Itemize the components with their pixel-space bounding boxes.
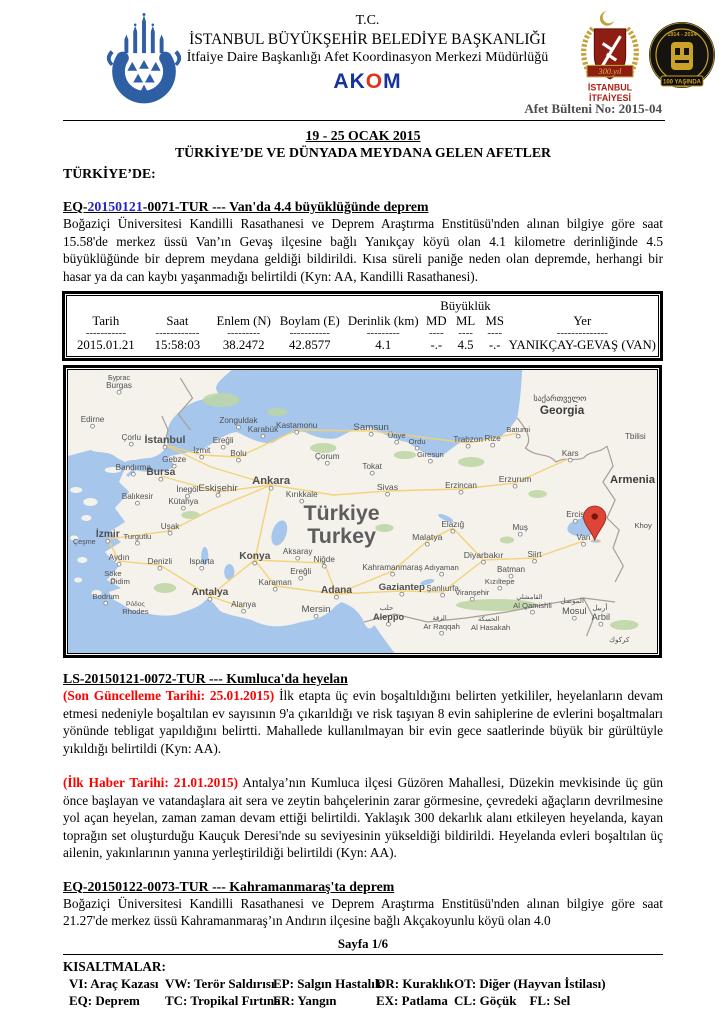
table-dash-cell: --------- [366, 327, 400, 339]
map-label: Malatya [412, 532, 443, 542]
footer-divider [63, 954, 663, 955]
map-city-dot [518, 532, 522, 536]
map-label: İzmit [193, 446, 211, 455]
istanbul-itfaiyesi-logo [575, 8, 645, 104]
table-group-header [69, 299, 422, 314]
map-label: Uşak [160, 522, 180, 531]
abbreviations-row [63, 992, 663, 1009]
map-city-dot [261, 434, 265, 438]
table-cell: 42.8577 [288, 338, 331, 352]
map-city-dot [513, 484, 517, 488]
map-label: Kütahya [168, 497, 199, 506]
map-label: Söke [104, 569, 122, 578]
map-city-dot [428, 459, 432, 463]
section-body: Boğaziçi Üniversitesi Kandilli Rasathanesi ve Deprem Araştırma Enstitüsü'nden alınan bilgiye göre saat 15.58'de merkez üssü Van’ın Gevaş ilçesine bağlı Yanıkçay köyü olan 4.1 kilometre derinliğinde 4.5 büyüklüğünde bir deprem meydana geldiği bildirildi. Kısa süreli paniğe neden olan depremde, herhangi bir hasar ya da can kaybı yaşanmadığı belirtildi (Kyn: AA, Kandilli Rasathanesi). [63, 216, 663, 284]
header-department: İtfaiye Daire Başkanlığı Afet Koordinasyon Merkezi Müdürlüğü [186, 49, 549, 65]
map-label: Ankara [252, 475, 291, 487]
map-label: Çeşme [73, 539, 96, 546]
abbreviation-item: EQ: Deprem [69, 992, 140, 1008]
table-group-header: Büyüklük [440, 299, 491, 313]
map-city-dot [200, 455, 204, 459]
map-label: Gaziantep [378, 582, 425, 593]
turkey-earthquake-map [67, 369, 658, 654]
map-label: Adana [320, 585, 353, 596]
map-label: Erzincan [445, 481, 477, 490]
table-dash-cell: ----------- [289, 327, 330, 339]
table-dash-cell: ---- [458, 327, 473, 339]
table-dash-cell: --------- [227, 327, 261, 339]
map-city-dot [158, 566, 162, 570]
map-city-dot [129, 442, 133, 446]
map-label: حلب [379, 605, 394, 612]
map-city-dot [482, 560, 486, 564]
map-label: Tokat [362, 462, 382, 471]
map-label: საქართველო [533, 394, 587, 403]
abbreviation-item: CL: Göçük FL: Sel [454, 992, 571, 1008]
map-city-dot [200, 566, 204, 570]
table-cell: -.- [488, 338, 501, 352]
map-label: Rhodes [122, 607, 149, 616]
map-label: Kahramanmaraş [362, 563, 423, 572]
map-city-dot [299, 576, 303, 580]
table-column-header: Enlem (N) [216, 314, 271, 328]
section-body: Boğaziçi Üniversitesi Kandilli Rasathanesi ve Deprem Araştırma Enstitüsü'nden alınan bilgiye göre saat 21.27'de merkez üssü Kahramanmaraş’ın Andırın ilçesine bağlı Akçakoyunlu köyü olan 4.0 [63, 895, 663, 928]
map-city-dot [391, 572, 395, 576]
page-number: Sayfa 1/6 [337, 936, 389, 951]
akom-logo: AKOM [333, 70, 402, 94]
map-label: Alanya [231, 600, 257, 609]
map-label: Denizli [147, 557, 173, 566]
map-label: Kızıltepe [484, 577, 515, 586]
table-column-header: MD [425, 314, 447, 328]
map-label: Edirne [80, 415, 105, 424]
map-city-dot [296, 556, 300, 560]
map-label: الحسكة [477, 616, 500, 623]
map-city-dot [104, 601, 108, 605]
table-dash-cell: ------------ [155, 327, 200, 339]
table-column-header: Saat [166, 314, 189, 328]
map-city-dot [459, 490, 463, 494]
map-label: Ar Raqqah [423, 622, 460, 631]
report-date-range: 19 - 25 OCAK 2015 [305, 128, 421, 143]
map-city-dot [568, 458, 572, 462]
update-paragraph: (Son Güncelleme Tarihi: 25.01.2015) İlk etapta üç evin boşaltıldığını belirten yetkililer, heyelanların devam etmesi nedeniyle boşaltılan ev sayısının 9'a çıkarıldığı ve risk taşıyan 8 evin sahiplerine de evlerini boşaltmaları yönünde tebligat yapıldığını belirtti. Mahallede kullanılmayan bir evin gece saatlerinde büyük bir gürültüyle yıkıldığı belirtildi (Kyn: AA). [63, 688, 663, 756]
map-label: Al Qamishli [513, 601, 552, 610]
header-municipality: İSTANBUL BÜYÜKŞEHİR BELEDİYE BAŞKANLIĞI [189, 30, 546, 48]
100-yil-seal [645, 20, 719, 94]
map-label: Bursa [146, 467, 176, 478]
table-dash-cell: -------------- [556, 327, 608, 339]
map-city-dot [135, 501, 139, 505]
map-label: Çorum [315, 452, 340, 461]
table-column-header: Boylam (E) [279, 314, 340, 328]
map-label: Adıyaman [424, 563, 459, 572]
map-city-dot [181, 506, 185, 510]
map-label: Turgutlu [123, 532, 152, 541]
map-label: Tbilisi [624, 432, 646, 441]
map-label: Kars [561, 449, 579, 458]
map-city-dot [531, 610, 535, 614]
abbreviation-item: VW: Terör Saldırısı [165, 975, 275, 991]
map-label: Rize [484, 434, 501, 443]
map-city-dot [599, 622, 603, 626]
section-heading-eq-0071: EQ-20150121-0071-TUR --- Van'da 4.4 büyüklüğünde deprem [63, 199, 429, 214]
table-column-header: Tarih [92, 314, 120, 328]
map-label: Ereğli [212, 436, 234, 445]
map-label: Batman [496, 565, 526, 574]
map-label: Karabük [247, 425, 279, 434]
header-tc: T.C. [355, 13, 380, 28]
abbreviation-item: TC: Tropikal Fırtına [165, 992, 281, 1008]
map-label: Al Hasakah [471, 623, 511, 632]
map-city-dot [491, 443, 495, 447]
map-city-dot [470, 597, 474, 601]
map-city-dot [237, 425, 241, 429]
map-label: Turkey [307, 525, 376, 548]
map-city-dot [498, 586, 502, 590]
map-label: Armenia [610, 474, 655, 486]
table-cell: 38.2472 [222, 338, 265, 352]
map-city-dot [582, 542, 586, 546]
map-label: Batumi [506, 425, 531, 434]
map-label: Isparta [189, 557, 215, 566]
svg-text:300.yıl: 300.yıl [598, 67, 622, 77]
table-cell: 4.1 [375, 338, 392, 352]
map-city-dot [440, 572, 444, 576]
map-city-dot [237, 458, 241, 462]
header-divider [63, 120, 665, 121]
map-label: Çorlu [121, 433, 142, 442]
map-label: Aydın [108, 553, 130, 562]
map-label: الموصل [560, 598, 584, 605]
map-label: Bodrum [92, 592, 120, 601]
table-cell: 2015.01.21 [77, 338, 135, 352]
map-label: Ρόδος [126, 601, 145, 608]
map-label: Ünye [387, 431, 406, 440]
map-city-dot [117, 562, 121, 566]
update-date-label: (Son Güncelleme Tarihi: 25.01.2015) [63, 688, 275, 703]
map-label: Muş [512, 523, 528, 532]
first-report-date-label: (İlk Haber Tarihi: 21.01.2015) [63, 775, 239, 790]
map-label: Erciş [566, 510, 585, 519]
map-label: القامشلي [516, 594, 543, 601]
map-city-dot [387, 622, 391, 626]
map-label: Samsun [353, 422, 389, 433]
map-label: Giresun [417, 450, 444, 459]
abbreviation-item: EP: Salgın Hastalık [273, 975, 383, 991]
abbreviation-item: FR: Yangın [273, 992, 337, 1008]
map-label: Georgia [539, 404, 585, 417]
map-label: Sivas [376, 482, 399, 492]
map-city-dot [395, 440, 399, 444]
map-city-dot [325, 461, 329, 465]
abbreviation-item: OT: Diğer (Hayvan İstilası) [454, 975, 606, 991]
map-city-dot [440, 631, 444, 635]
map-label: Mosul [562, 606, 587, 616]
table-dash-cell: ----------- [85, 327, 126, 339]
table-dash-cell: ---- [428, 327, 444, 339]
map-label: İstanbul [144, 434, 186, 446]
map-label: İzmir [95, 529, 120, 540]
map-label: Konya [239, 551, 271, 562]
map-city-dot [322, 564, 326, 568]
section-heading-eq-0073: EQ-20150122-0073-TUR --- Kahramanmaraş'ta deprem [63, 878, 395, 894]
map-city-dot [91, 424, 95, 428]
svg-text:100 YAŞINDA: 100 YAŞINDA [662, 79, 702, 86]
map-label: İnegöl [176, 485, 199, 494]
table-column-header: Derinlik (km) [347, 314, 419, 328]
map-city-dot [451, 529, 455, 533]
map-label: Gebze [162, 455, 187, 464]
map-label: Burgas [106, 381, 132, 390]
map-label: Elazığ [441, 520, 465, 529]
map-label: Didim [110, 577, 130, 586]
bulletin-number: Afet Bülteni No: 2015-04 [524, 101, 662, 116]
map-city-dot [135, 541, 139, 545]
map-city-dot [533, 559, 537, 563]
map-label: Türkiye [303, 502, 380, 525]
map-label: Arbil [591, 612, 611, 622]
region-heading: TÜRKİYE’DE: [63, 166, 156, 181]
earthquake-data-table [66, 295, 659, 357]
map-city-dot [242, 609, 246, 613]
map-label: Balıkesir [121, 492, 154, 501]
map-label: Diyarbakır [463, 550, 504, 560]
svg-text:İSTANBUL: İSTANBUL [587, 82, 633, 93]
abbreviation-item: DR: Kuraklık [376, 975, 454, 991]
map-label: Van [576, 533, 591, 542]
abbreviation-item: EX: Patlama [376, 992, 448, 1008]
map-label: Zonguldak [219, 416, 258, 425]
abbreviations-list [63, 975, 663, 1009]
table-column-header: Yer [573, 314, 592, 328]
section-heading-ls-0072: LS-20150121-0072-TUR --- Kumluca'da heyelan [63, 671, 348, 686]
map-city-dot [117, 390, 121, 394]
map-city-dot [386, 492, 390, 496]
map-label: Khoy [634, 521, 652, 530]
map-city-dot [273, 587, 277, 591]
map-city-dot [295, 430, 299, 434]
map-city-dot [221, 445, 225, 449]
map-city-dot [441, 593, 445, 597]
map-city-dot [573, 519, 577, 523]
map-label: Kırıkkale [285, 490, 318, 499]
table-group-header [509, 299, 656, 314]
map-label: Viranşehir [455, 588, 490, 597]
map-label: الرقة [432, 615, 447, 622]
first-report-paragraph: (İlk Haber Tarihi: 21.01.2015) Antalya’nın Kumluca ilçesi Güzören Mahallesi, Düzekin mevkisinde üç gün önce başlayan ve vatandaşlara ait sera ve zeytin bahçelerinin zarar görmesine, çevredeki ağaçların devrilmesine yol açan heyelan, zaman zaman devam ettiği belirtildi. Yaklaşık 300 dekarlık alanı etkileyen heyelanda, kayan toprağın set oluşturduğu Kauçuk Deresi'nde su seviyesinin yükseldiği bildirildi. Heyelanda evleri boşaltılan üç ailenin, yakınlarının yanına yerleştirildiği belirtildi (Kyn: AA). [63, 775, 663, 860]
map-label: Siirt [527, 550, 542, 559]
map-label: Şanlıurfa [426, 584, 459, 593]
map-label: Niğde [313, 555, 335, 564]
map-label: Ereğli [290, 567, 312, 576]
map-city-dot [370, 471, 374, 475]
map-city-dot [425, 542, 429, 546]
map-city-dot [516, 434, 520, 438]
map-city-dot [131, 472, 135, 476]
report-title: TÜRKİYE’DE VE DÜNYADA MEYDANA GELEN AFETLER [174, 145, 552, 160]
abbreviations-row [63, 975, 663, 992]
map-label: أربيل [592, 605, 608, 612]
table-column-header: MS [485, 314, 504, 328]
map-label: Aksaray [282, 547, 313, 556]
map-label: Erzurum [498, 474, 532, 484]
map-city-dot [572, 616, 576, 620]
svg-text:1914 - 2014: 1914 - 2014 [667, 32, 697, 38]
table-cell: 15:58:03 [154, 338, 201, 352]
map-label: Mersin [301, 604, 331, 615]
map-label: Bolu [230, 449, 247, 458]
event-id-link[interactable]: 20150121 [87, 199, 143, 214]
map-label: Aleppo [372, 612, 405, 622]
table-column-header: ML [455, 314, 476, 328]
svg-text:İTFAİYESİ: İTFAİYESİ [589, 92, 631, 103]
table-cell: 4.5 [457, 338, 474, 352]
map-label: كركوك [609, 637, 630, 644]
map-label: Ordu [408, 437, 426, 446]
table-dash-cell: ---- [487, 327, 503, 339]
map-label: Бургас [108, 375, 131, 382]
map-label: Trabzon [453, 435, 483, 444]
map-label: Antalya [191, 587, 229, 598]
abbreviations-title: KISALTMALAR: [63, 958, 166, 974]
map-city-dot [168, 531, 172, 535]
map-label: Eskişehir [198, 483, 238, 494]
map-label: Kastamonu [276, 421, 318, 430]
table-cell: YANIKÇAY-GEVAŞ (VAN) [508, 338, 656, 352]
map-label: Karaman [258, 578, 292, 587]
table-cell: -.- [430, 338, 443, 352]
map-city-dot [466, 444, 470, 448]
abbreviation-item: VI: Araç Kazası [69, 975, 159, 991]
map-label: Bandırma [115, 463, 152, 472]
